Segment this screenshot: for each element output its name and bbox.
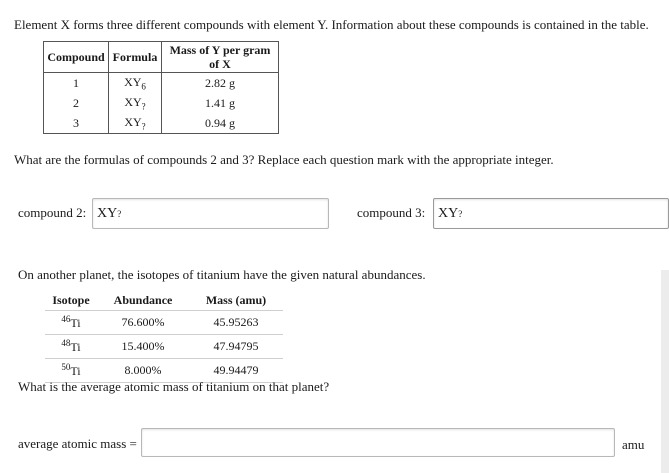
- header-mass-y-line2: of X: [209, 57, 231, 71]
- compound2-input[interactable]: [92, 198, 329, 229]
- table-row: [44, 113, 279, 134]
- problem2-intro: On another planet, the isotopes of titanium have the given natural abundances.: [18, 267, 426, 282]
- compound2-value-base: XY: [97, 205, 118, 221]
- problem1-intro: Element X forms three different compounds with element Y. Information about these compounds is contained in the table.: [14, 17, 649, 32]
- cell-isotope: $^{50}$Ti: [45, 359, 97, 383]
- avg-mass-label: average atomic mass =: [18, 436, 137, 451]
- header-compound: Compound: [44, 42, 109, 73]
- header-mass-y: [162, 42, 279, 73]
- cell-mass: 47.94795: [189, 335, 283, 359]
- cell-mass: 45.95263: [189, 311, 283, 335]
- cell-abundance: 8.000%: [97, 359, 189, 383]
- table-row: [45, 311, 283, 335]
- compound3-label: compound 3:: [357, 205, 426, 220]
- problem1-question: What are the formulas of compounds 2 and 3? Replace each question mark with the appropriate integer.: [14, 152, 554, 167]
- header-mass-amu: Mass (amu): [189, 291, 283, 311]
- cell-abundance: 76.600%: [97, 311, 189, 335]
- compound2-value-sub: ?: [117, 208, 122, 219]
- cell-formula: $XY_6$: [109, 73, 162, 94]
- table-row: [44, 73, 279, 94]
- unit-label: amu: [622, 437, 645, 452]
- cell-mass: 1.41 g: [162, 93, 279, 113]
- cell-mass: 0.94 g: [162, 113, 279, 134]
- cell-isotope: $^{46}$Ti: [45, 311, 97, 335]
- problem2-question: What is the average atomic mass of titanium on that planet?: [18, 379, 330, 394]
- cell-isotope: $^{48}$Ti: [45, 335, 97, 359]
- table-row: [45, 335, 283, 359]
- table-row: [44, 93, 279, 113]
- cell-mass: 49.94479: [189, 359, 283, 383]
- header-formula: Formula: [109, 42, 162, 73]
- cell-formula: $XY_?$: [109, 93, 162, 113]
- compounds-table: [43, 41, 279, 134]
- scrollbar[interactable]: [661, 270, 669, 473]
- compound2-label: compound 2:: [18, 205, 87, 220]
- cell-formula: $XY_?$: [109, 113, 162, 134]
- avg-mass-input[interactable]: [141, 428, 615, 457]
- isotopes-table: [45, 291, 283, 383]
- header-isotope: Isotope: [45, 291, 97, 311]
- cell-abundance: 15.400%: [97, 335, 189, 359]
- header-abundance: Abundance: [97, 291, 189, 311]
- cell-mass: 2.82 g: [162, 73, 279, 94]
- compound3-value-base: XY: [438, 205, 459, 221]
- compound3-value-sub: ?: [458, 208, 463, 219]
- header-mass-y-line1: Mass of Y per gram: [169, 43, 271, 57]
- cell-compound: 3: [44, 113, 109, 134]
- cell-compound: 2: [44, 93, 109, 113]
- cell-compound: 1: [44, 73, 109, 94]
- compound3-input[interactable]: [433, 198, 669, 229]
